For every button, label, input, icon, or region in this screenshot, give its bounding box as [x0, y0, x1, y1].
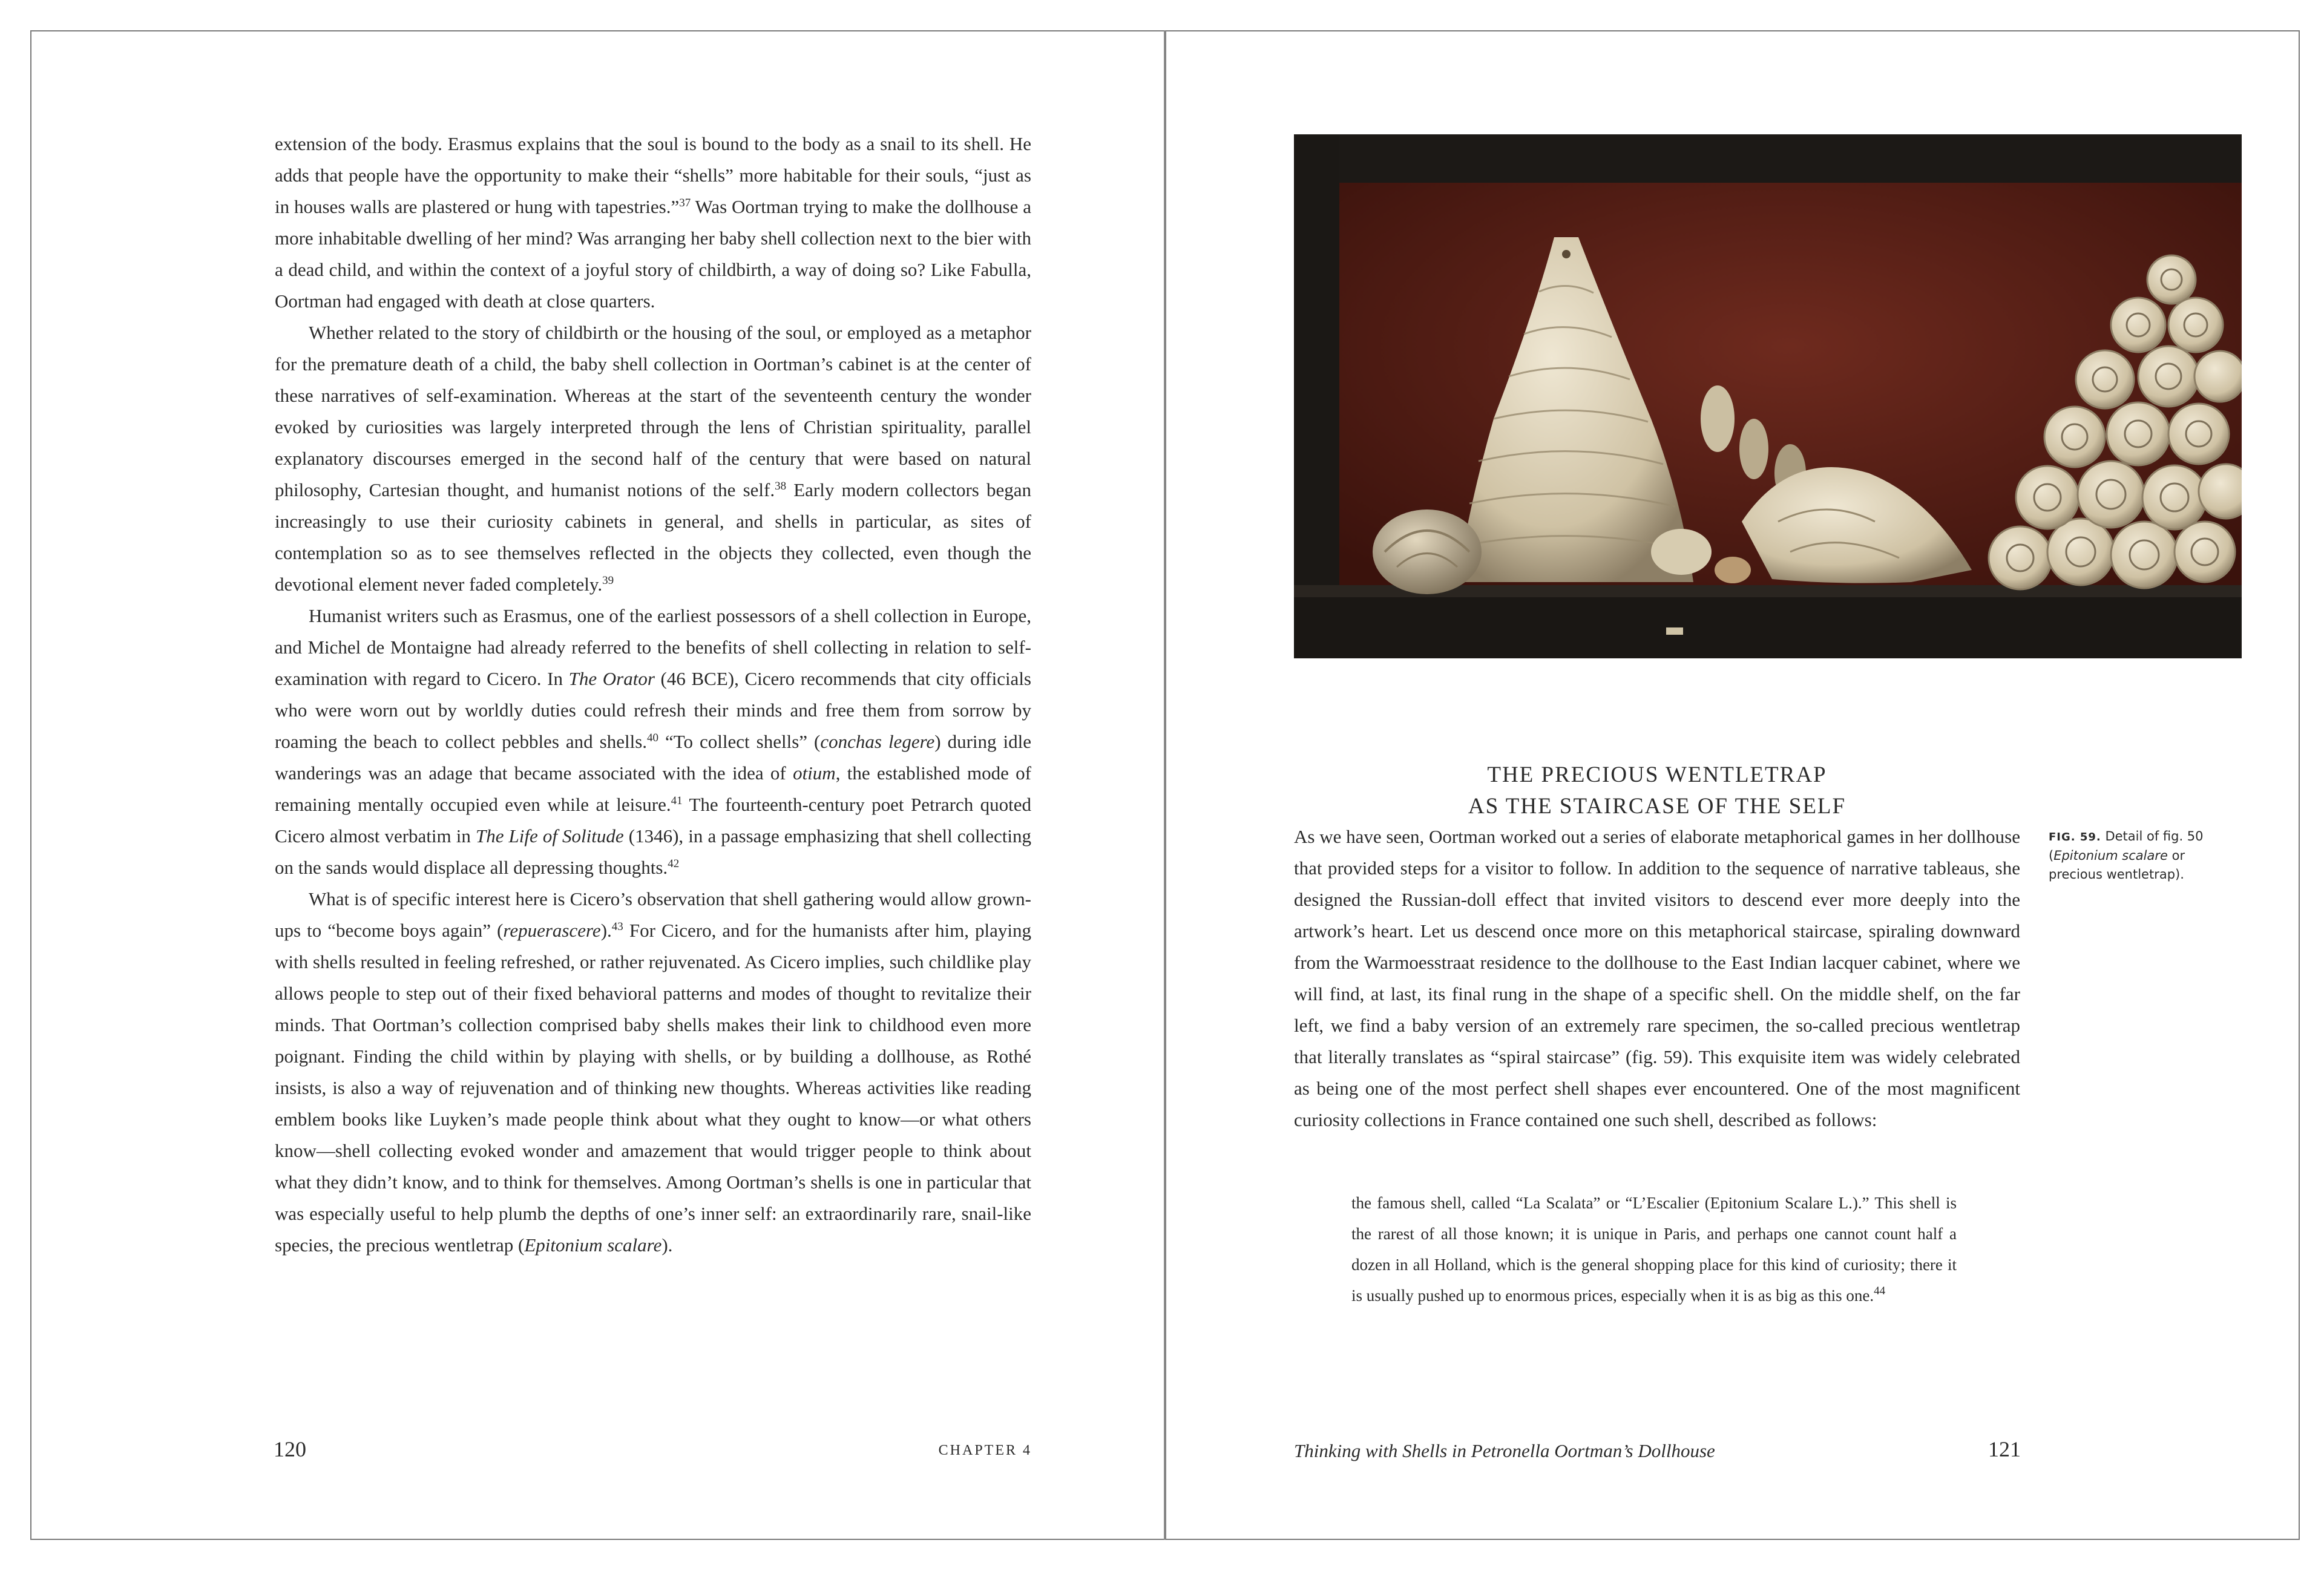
text-run: Early modern collectors began increasingly to use their curiosity cabinets in general, and shells in particular, as sites of contemplation so as to see themselves reflected in the objects they collected, even though the devotional element never faded completely. [275, 479, 1031, 595]
text-run: (1346), in a passage emphasizing that shell collecting on the sands would displace all depressing thoughts. [275, 825, 1032, 878]
figure-caption [2049, 827, 2230, 884]
italic-text: Epitonium scalare [524, 1234, 662, 1256]
footnote-marker: 39 [602, 574, 614, 587]
shell-cabinet-illustration [1294, 134, 2242, 658]
text-run: What is of specific interest here is Cicero’s observation that shell gathering would allow grown-ups to “become boys again” ( [275, 888, 1031, 941]
footnote-marker: 42 [668, 857, 680, 870]
caption-text-end: or precious wentletrap). [2049, 848, 2185, 882]
text-run: ). [600, 920, 612, 941]
running-head-title: Thinking with Shells in Petronella Oortman’s Dollhouse [1294, 1440, 1715, 1461]
page-number-left: 120 [274, 1437, 306, 1461]
paragraph [275, 883, 1031, 1261]
section-heading-line-2: AS THE STAIRCASE OF THE SELF [1468, 794, 1846, 819]
text-run: (46 BCE), Cicero recommends that city officials who were worn out by worldly duties could refresh their minds and free them from sorrow by roaming the beach to collect pebbles and shells. [275, 668, 1031, 752]
footnote-marker: 37 [679, 197, 691, 209]
text-run: “To collect shells” ( [658, 731, 821, 752]
text-run: ) during idle wanderings was an adage that became associated with the idea of [275, 731, 1031, 784]
text-run: The fourteenth-century poet Petrarch quoted Cicero almost verbatim in [275, 794, 1032, 847]
paragraph [275, 128, 1031, 317]
footnote-marker: 43 [611, 920, 623, 933]
block-quote [1351, 1188, 1957, 1311]
cockle-shell [1651, 529, 1712, 575]
footnote-marker: 41 [671, 794, 683, 807]
text-run: the famous shell, called “La Scalata” or “L’Escalier (Epitonium Scalare L.).” This shell is the rarest of all those known; it is unique in Paris, and perhaps one cannot count half a dozen in all Holland, which is the general shopping place for this kind of curiosity; there it is usually pushed up to enormous prices, especially when it is as big as this one. [1351, 1194, 1957, 1305]
small-shell [1739, 419, 1768, 479]
small-shell [1715, 557, 1751, 583]
shelf-keyhole [1666, 627, 1683, 635]
footnote-marker: 44 [1874, 1285, 1886, 1297]
italic-text: repuerascere [503, 920, 601, 941]
footnote-marker: 38 [775, 480, 787, 493]
book-gutter [1164, 30, 1166, 1540]
paragraph [275, 600, 1031, 883]
text-run: extension of the body. Erasmus explains that the soul is bound to the body as a snail to its shell. He adds that people have the opportunity to make their “shells” more habitable for their souls, “just as in houses walls are plastered or hung with tapestries.” [275, 133, 1031, 217]
small-shell [1701, 385, 1735, 452]
spiral-shell-left [1373, 509, 1482, 594]
text-run: ). [661, 1234, 673, 1256]
text-run: For Cicero, and for the humanists after him, playing with shells resulted in feeling refreshed, or rather rejuvenated. As Cicero implies, such childlike play allows people to step out of their fixed behavioral patterns and modes of thought to revitalize their minds. That Oortman’s collection comprised baby shells makes their link to childhood even more poignant. Finding the child within by playing with shells, or by building a dollhouse, as Rothé insists, is also a way of rejuvenation and of thinking new thoughts. Whereas activities like reading emblem books like Luyken’s made people think about what they ought to know—or what others know—shell collecting evoked wonder and amazement that would trigger people to think about what they didn’t know, and to think for themselves. Among Oortman’s shells is one in particular that was especially useful to help plumb the depths of one’s inner self: an extraordinarily rare, snail-like species, the precious wentletrap ( [275, 920, 1032, 1256]
text-run: Humanist writers such as Erasmus, one of the earliest possessors of a shell collection in Europe, and Michel de Montaigne had already referred to the benefits of shell collecting in relation to self-examination with regard to Cicero. In [275, 605, 1031, 689]
section-heading-line-1: THE PRECIOUS WENTLETRAP [1487, 762, 1827, 787]
text-run: As we have seen, Oortman worked out a series of elaborate metaphorical games in her dollhouse that provided steps for a visitor to follow. In addition to the sequence of narrative tableaus, she designed the Russian-doll effect that invited visitors to descend ever more deeply into the artwork’s heart. Let us descend once more on this metaphorical staircase, spiraling downward from the Warmoesstraat residence to the dollhouse to the East Indian lacquer cabinet, where we will find, at last, its final rung in the shape of a specific shell. On the middle shelf, on the far left, we find a baby version of an extremely rare specimen, the so-called precious wentletrap that literally translates as “spiral staircase” (fig. 59). This exquisite item was widely celebrated as being one of the most perfect shell shapes ever encountered. One of the most magnificent curiosity collections in France contained one such shell, described as follows: [1294, 826, 2020, 1130]
caption-species: Epitonium scalare [2053, 848, 2168, 863]
shell-cabinet-photo [1294, 134, 2242, 658]
text-run: , the established mode of remaining mentally occupied even while at leisure. [275, 762, 1031, 815]
right-page-body [1294, 821, 2020, 1136]
text-run: Was Oortman trying to make the dollhouse a more inhabitable dwelling of her mind? Was arranging her baby shell collection next to the bier with a dead child, and within the context of a joyful story of childbirth, a way of doing so? Like Fabulla, Oortman had engaged with death at close quarters. [275, 196, 1031, 312]
section-heading [1294, 759, 2020, 822]
italic-text: The Orator [568, 668, 655, 689]
page-number-right: 121 [1988, 1437, 2021, 1461]
figure-label: FIG. 59. [2049, 831, 2101, 843]
paragraph [275, 317, 1031, 600]
text-run: Whether related to the story of childbirth or the housing of the soul, or employed as a metaphor for the premature death of a child, the baby shell collection in Oortman’s cabinet is at the center of these narratives of self-examination. Whereas at the start of the seventeenth century the wonder evoked by curiosities was largely interpreted through the lens of Christian spirituality, parallel explanatory discourses emerged in the second half of the century that were based on natural philosophy, Cartesian thought, and humanist notions of the self. [275, 322, 1031, 500]
left-page-body [275, 128, 1031, 1261]
italic-text: otium [793, 762, 836, 784]
italic-text: conchas legere [820, 731, 935, 752]
running-head-chapter: CHAPTER 4 [938, 1443, 1032, 1458]
caption-text: Detail of fig. 50 ( [2049, 829, 2204, 863]
italic-text: The Life of Solitude [475, 825, 624, 847]
paragraph [1294, 821, 2020, 1136]
footnote-marker: 40 [647, 732, 659, 744]
